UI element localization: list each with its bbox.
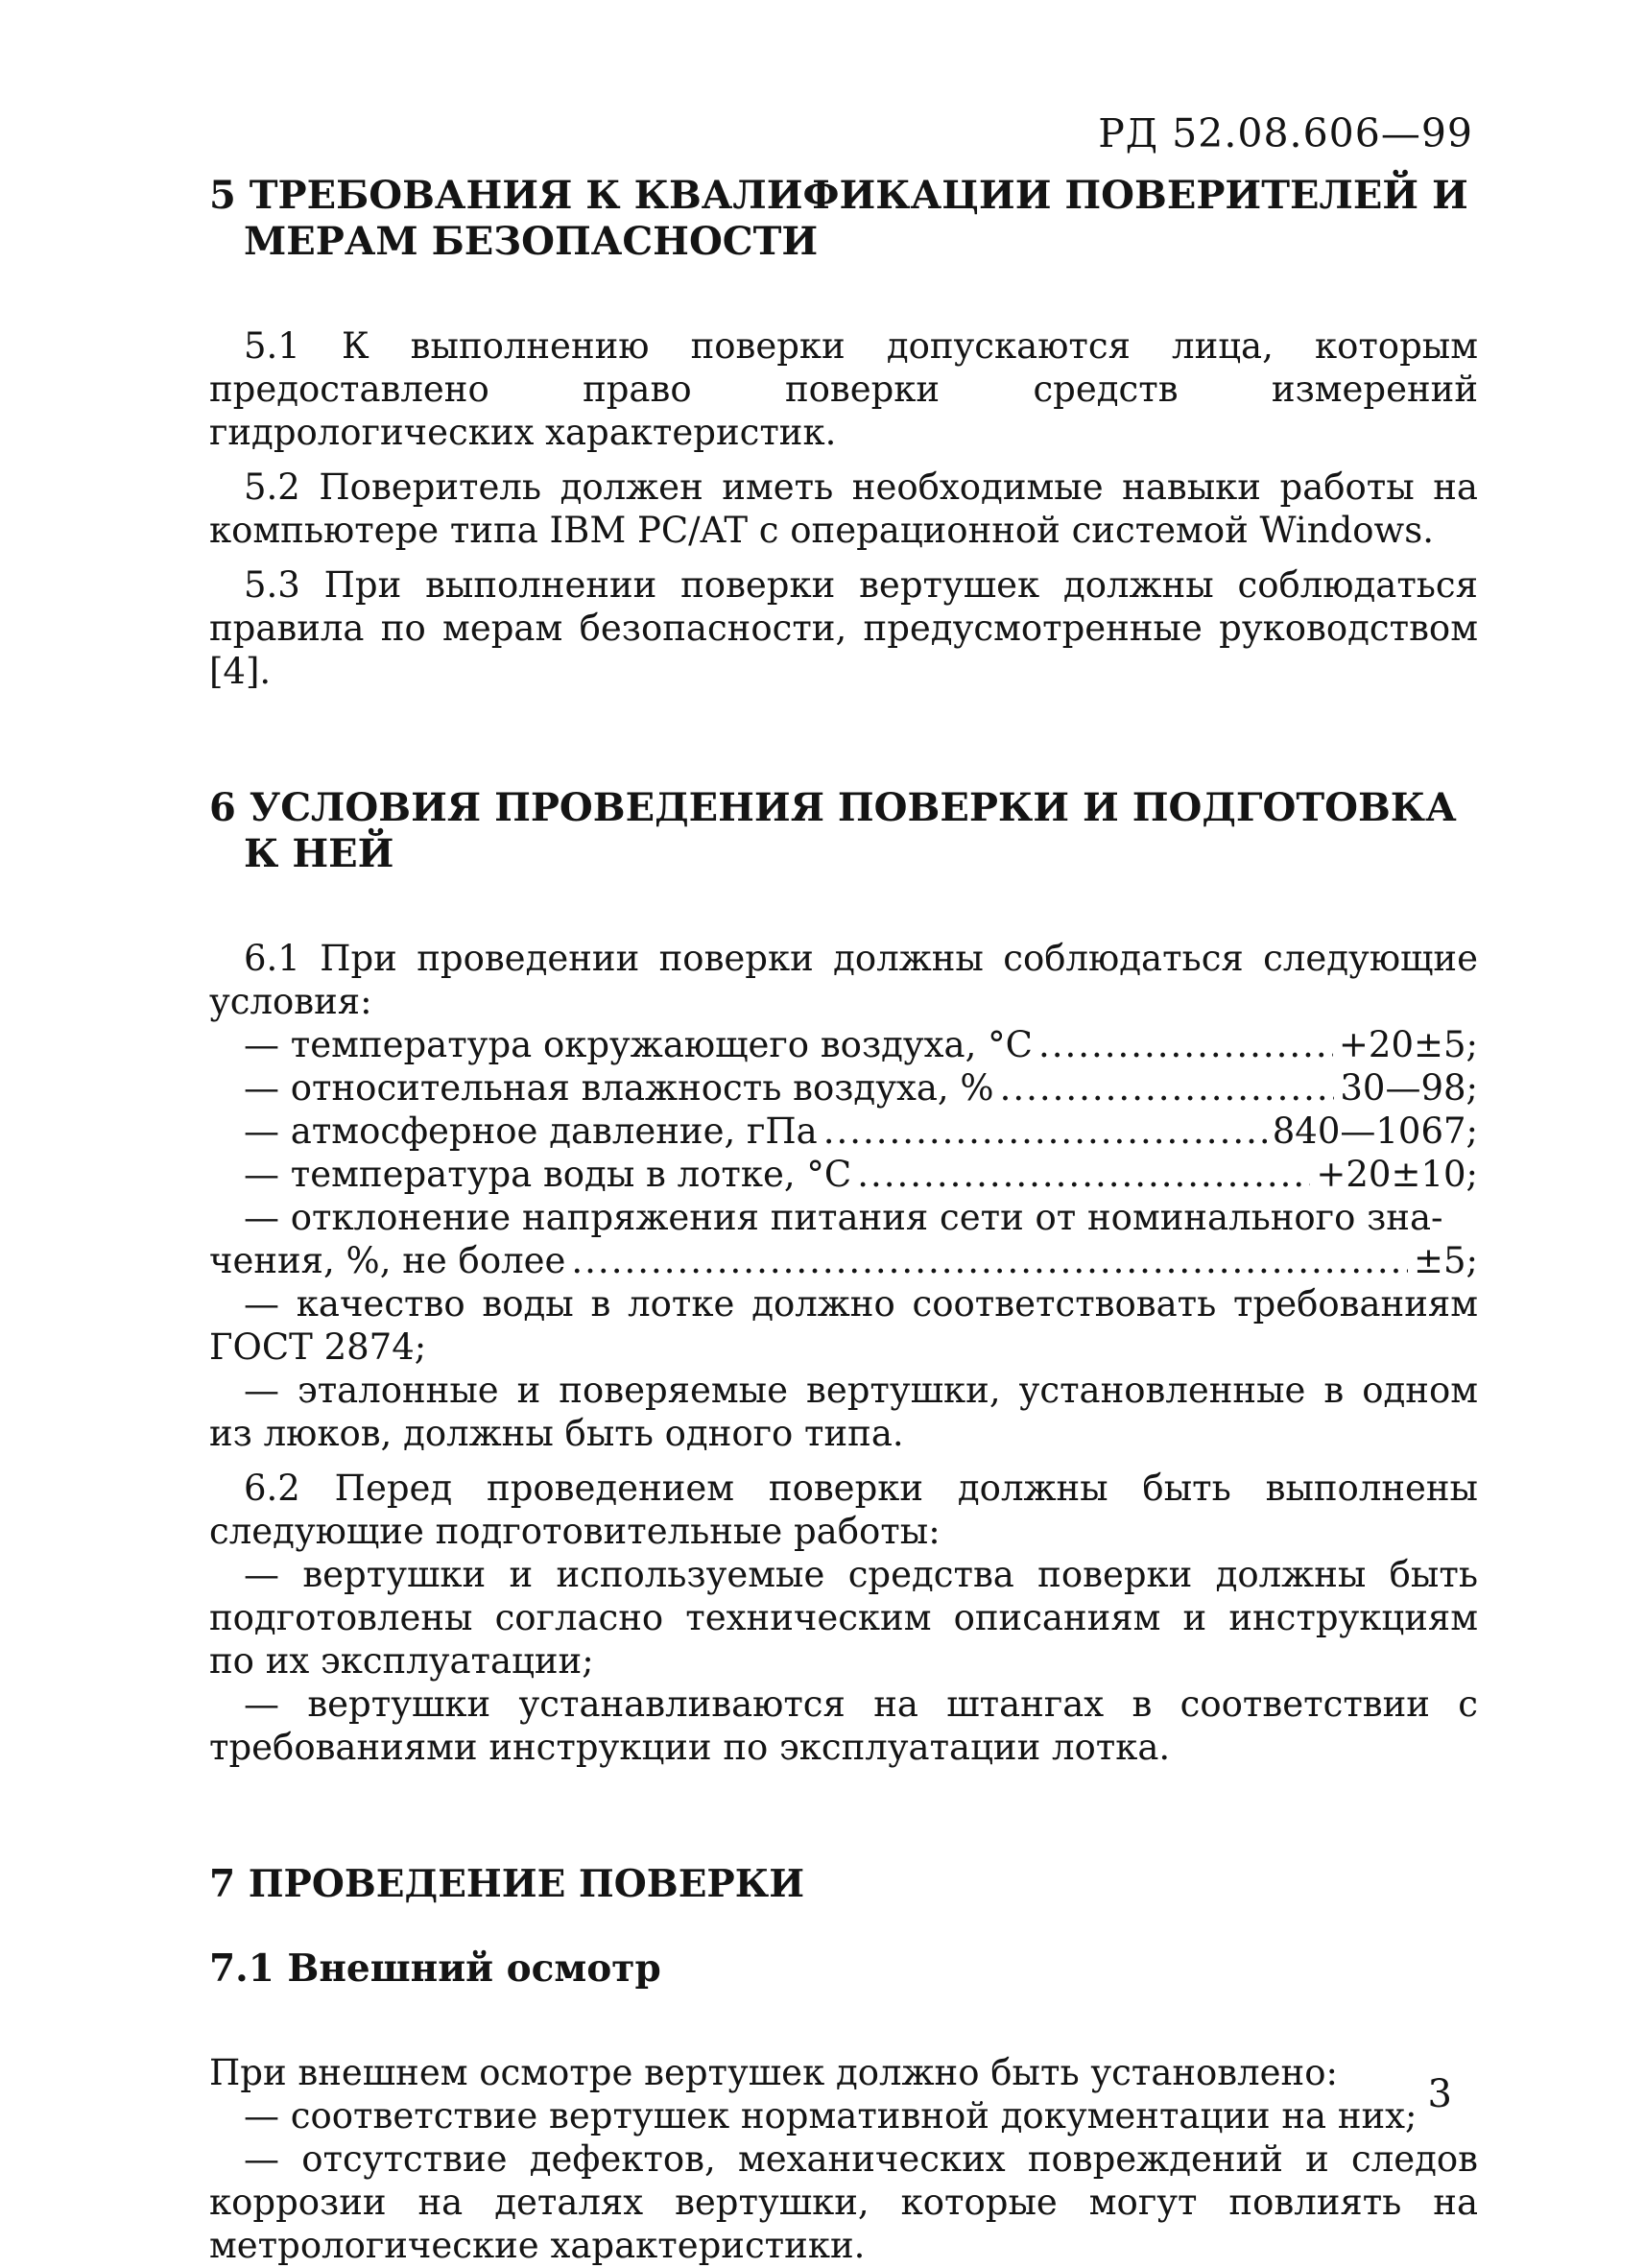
inspection-item: — отсутствие дефектов, механических повреждений и следов коррозии на деталях вертушки, которые могут повлиять на метрологические характеристики. — [209, 2138, 1478, 2266]
condition-value: 30—98; — [1340, 1067, 1478, 1109]
condition-label: — атмосферное давление, гПа — [244, 1110, 818, 1152]
dot-leader — [1000, 1066, 1335, 1110]
prep-item: — вертушки и используемые средства поверки должны быть подготовлены согласно техническим описаниям и инструкциям по их эксплуатации; — [209, 1554, 1478, 1682]
page-content — [209, 173, 1478, 2267]
condition-value: 840—1067; — [1272, 1110, 1478, 1152]
section-6-title: 6 УСЛОВИЯ ПРОВЕДЕНИЯ ПОВЕРКИ И ПОДГОТОВКА К НЕЙ — [209, 785, 1457, 876]
document-code: РД 52.08.606—99 — [1098, 110, 1473, 156]
paragraph-6-1: 6.1 При проведении поверки должны соблюдаться следующие условия: — [209, 938, 1478, 1022]
condition-label: — температура окружающего воздуха, °С — [244, 1024, 1033, 1065]
condition-row — [209, 1023, 1478, 1066]
paragraph-5-2: 5.2 Поверитель должен иметь необходимые навыки работы на компьютере типа IBM PC/AT с операционной системой Windows. — [209, 466, 1478, 551]
prep-item: — вертушки устанавливаются на штангах в соответствии с требованиями инструкции по эксплуатации лотка. — [209, 1683, 1478, 1768]
dot-leader — [823, 1110, 1267, 1153]
condition-value: +20±10; — [1316, 1154, 1478, 1195]
condition-row — [209, 1066, 1478, 1110]
paragraph-5-1: 5.1 К выполнению поверки допускаются лица, которым предоставлено право поверки средств измерений гидрологических характеристик. — [209, 325, 1478, 453]
condition-label: чения, %, не более — [209, 1240, 566, 1281]
same-type-condition: — эталонные и поверяемые вертушки, установленные в одном из люков, должны быть одного типа. — [209, 1370, 1478, 1454]
section-5-title: 5 ТРЕБОВАНИЯ К КВАЛИФИКАЦИИ ПОВЕРИТЕЛЕЙ И МЕРАМ БЕЗОПАСНОСТИ — [209, 173, 1468, 264]
dot-leader — [1038, 1023, 1333, 1066]
inspection-intro: При внешнем осмотре вертушек должно быть установлено: — [209, 2052, 1338, 2093]
dot-leader — [857, 1153, 1310, 1196]
condition-label: — относительная влажность воздуха, % — [244, 1067, 994, 1109]
condition-row — [209, 1153, 1478, 1196]
paragraph-6-2: 6.2 Перед проведением поверки должны быть выполнены следующие подготовительные работы: — [209, 1468, 1478, 1552]
subsection-7-1-title: 7.1 Внешний осмотр — [209, 1946, 661, 1991]
condition-value: +20±5; — [1338, 1024, 1478, 1065]
section-7-title: 7 ПРОВЕДЕНИЕ ПОВЕРКИ — [209, 1862, 805, 1906]
water-quality-condition: — качество воды в лотке должно соответствовать требованиям ГОСТ 2874; — [209, 1283, 1478, 1368]
condition-value: ±5; — [1413, 1240, 1478, 1281]
inspection-item: — соответствие вертушек нормативной документации на них; — [244, 2095, 1418, 2137]
voltage-condition-row — [209, 1239, 1478, 1282]
voltage-condition-line: — отклонение напряжения питания сети от номинального зна- — [244, 1197, 1443, 1238]
condition-row — [209, 1110, 1478, 1153]
page-number: 3 — [1427, 2072, 1452, 2116]
condition-label: — температура воды в лотке, °С — [244, 1154, 852, 1195]
dot-leader — [571, 1239, 1408, 1282]
paragraph-5-3: 5.3 При выполнении поверки вертушек должны соблюдаться правила по мерам безопасности, предусмотренные руководством [4]. — [209, 564, 1478, 692]
